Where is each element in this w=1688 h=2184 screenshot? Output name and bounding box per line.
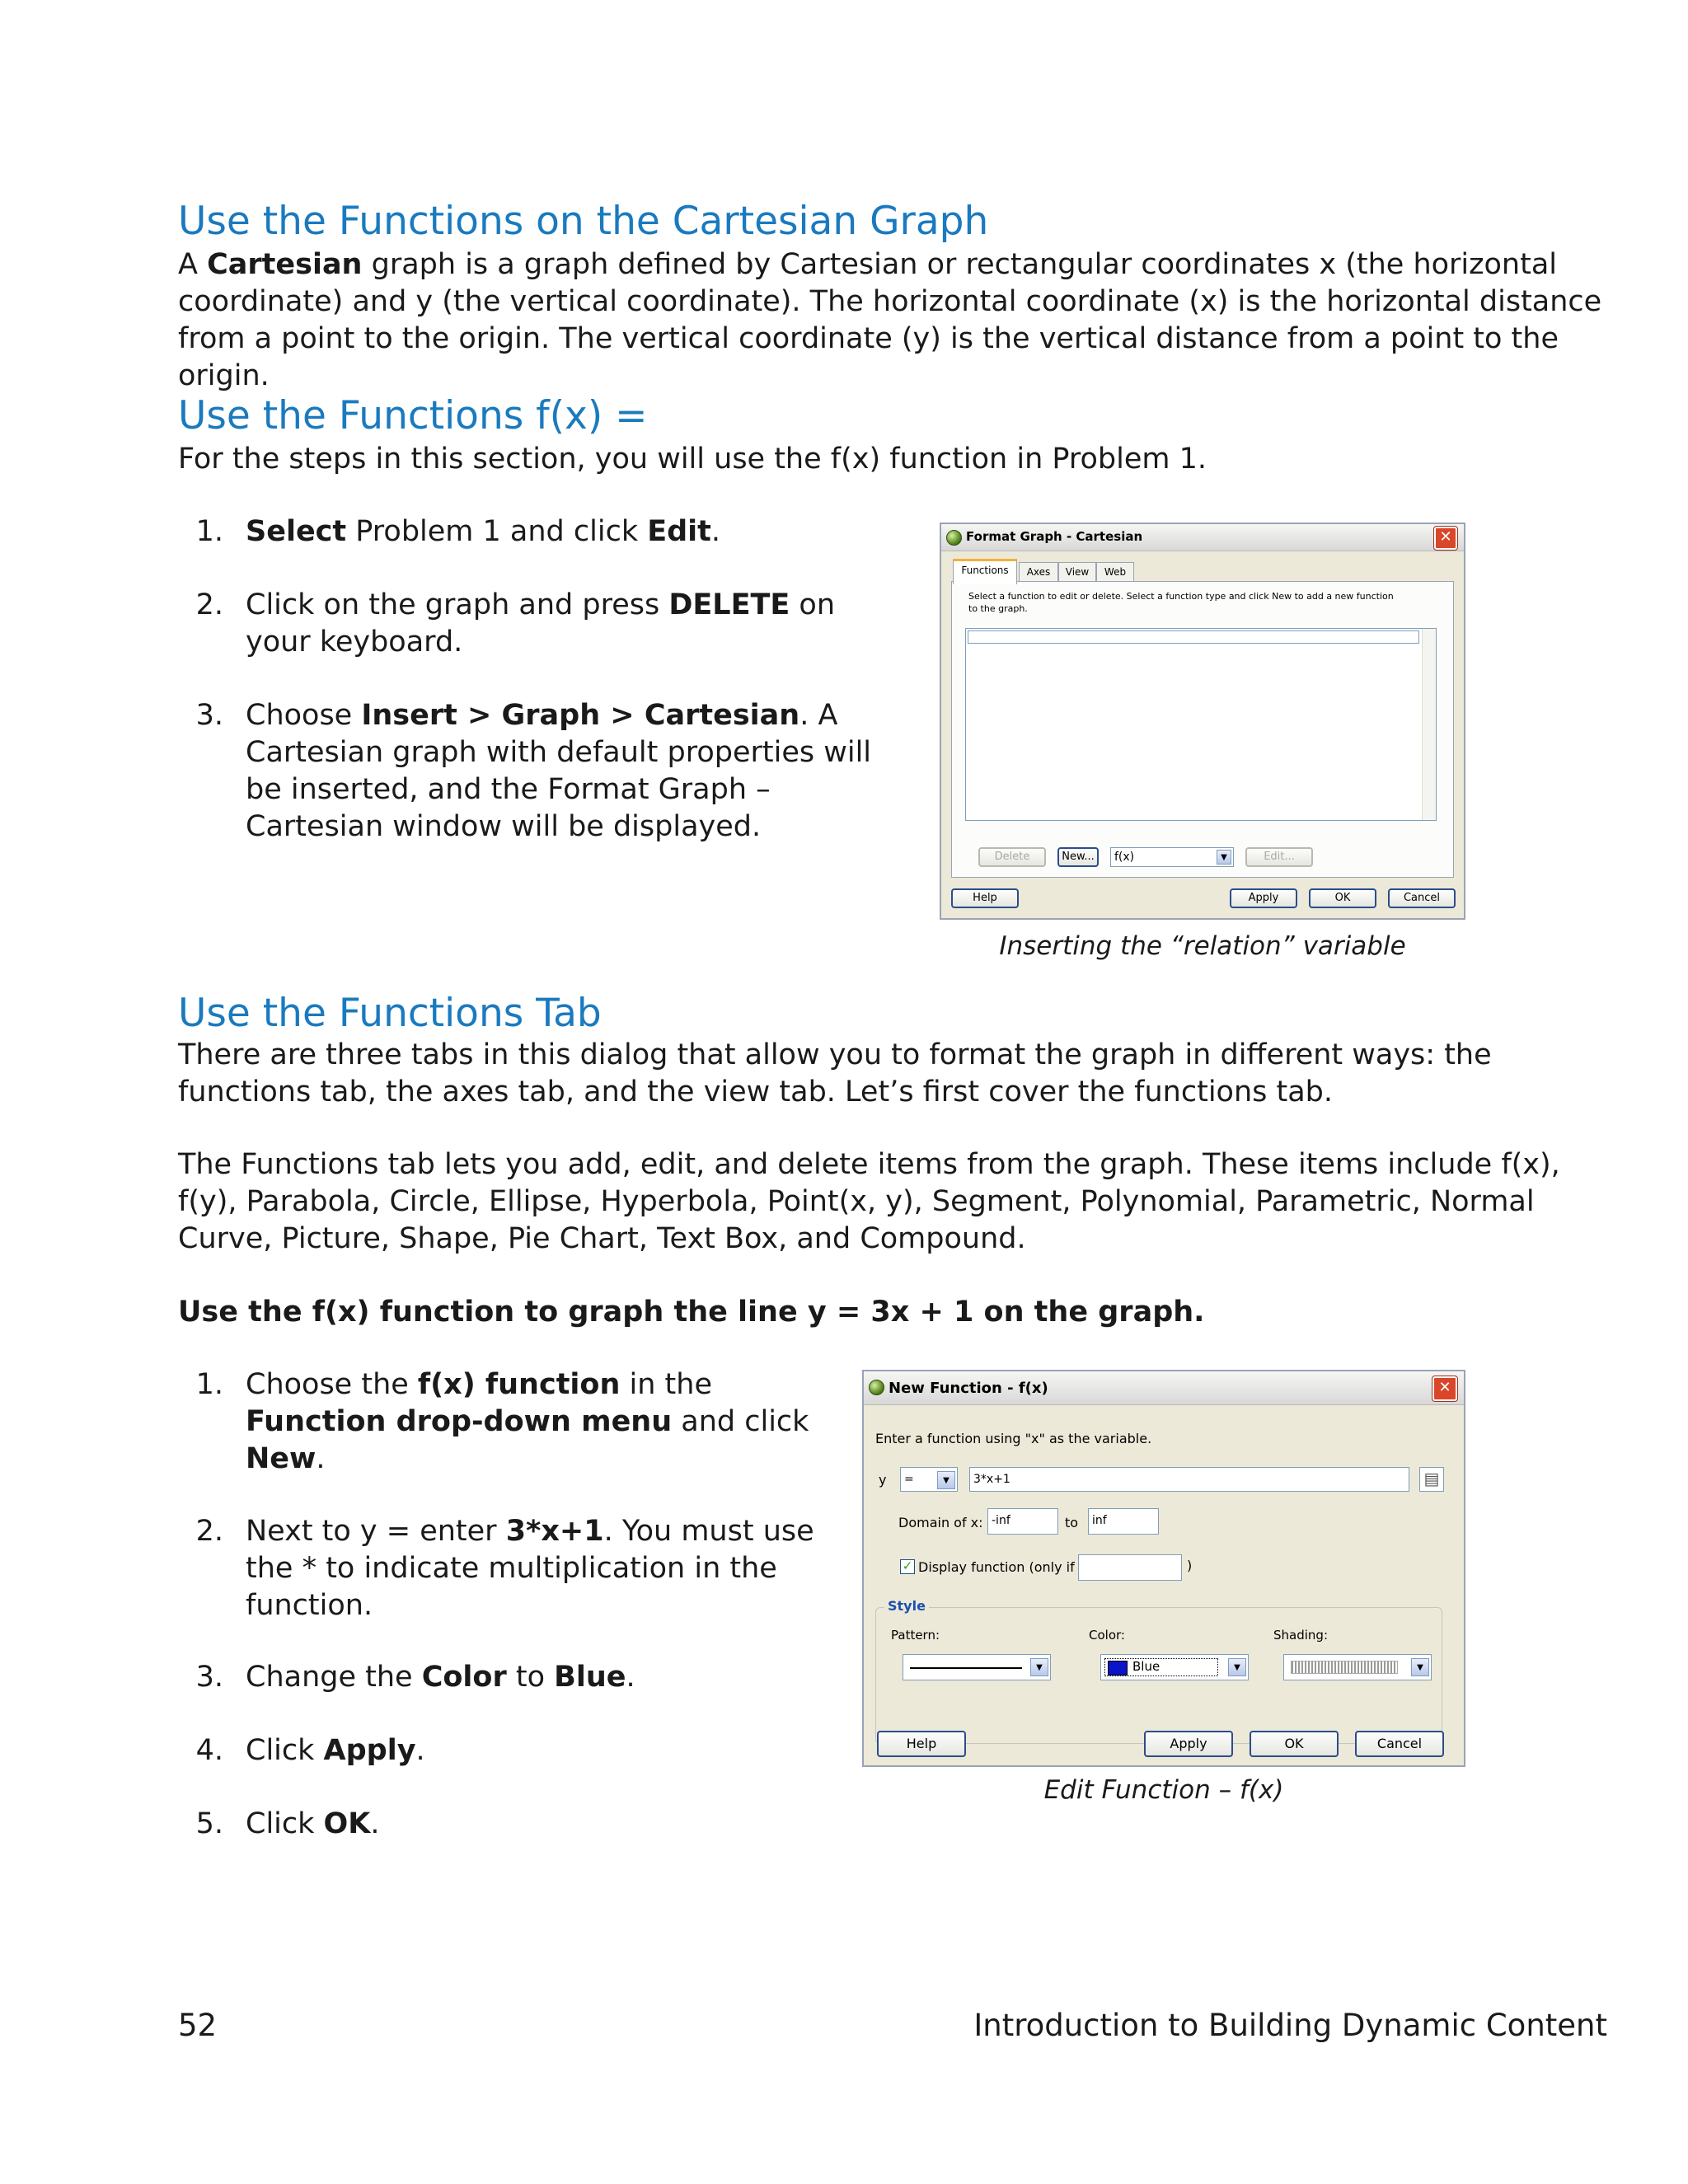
function-expression-input[interactable]: 3*x+1 [969, 1467, 1409, 1492]
dialog-title: New Function - f(x) [889, 1380, 1048, 1397]
ok-button[interactable]: OK [1250, 1731, 1339, 1757]
fx-new-steps-list [178, 1366, 837, 1844]
new-button[interactable]: New... [1057, 847, 1099, 867]
color-value: Blue [1132, 1659, 1160, 1674]
functions-tab-paragraph-2: The Functions tab lets you add, edit, and delete items from the graph. These items include f(x), f(y), Parabola, Circle, Ellipse, Hyperbola, Point(x, y), Segment, Polynomial, Parametric, Normal Curve, Picture, Shape, Pie Chart, Text Box, and Compound. [178, 1148, 1560, 1255]
list-number: 4. [195, 1734, 223, 1767]
help-button[interactable]: Help [877, 1731, 966, 1757]
edit-button[interactable]: Edit... [1245, 847, 1313, 867]
heading-cartesian-graph: Use the Functions on the Cartesian Graph [178, 199, 989, 244]
pattern-label: Pattern: [891, 1628, 940, 1643]
delete-button[interactable]: Delete [978, 847, 1046, 867]
new-function-dialog-screenshot [862, 1370, 1465, 1767]
function-type-value: f(x) [1114, 851, 1135, 864]
domain-to-input[interactable]: inf [1088, 1508, 1159, 1535]
cancel-button[interactable]: Cancel [1355, 1731, 1444, 1757]
list-item[interactable] [968, 630, 1419, 644]
tab-functions[interactable]: Functions [953, 559, 1017, 584]
ok-button[interactable]: OK [1309, 888, 1376, 908]
chevron-down-icon[interactable]: ▼ [1411, 1658, 1429, 1676]
display-condition-input[interactable] [1078, 1554, 1182, 1581]
heading-functions-fx: Use the Functions f(x) = [178, 393, 648, 438]
list-number: 5. [195, 1807, 223, 1840]
function-list[interactable] [965, 628, 1437, 821]
list-text: Next to y = enter 3*x+1. You must use the * to indicate multiplication in the function. [246, 1515, 814, 1622]
dialog-title: Format Graph - Cartesian [966, 529, 1143, 544]
shading-label: Shading: [1273, 1628, 1328, 1643]
list-text: Choose the f(x) function in the Function drop-down menu and click New. [246, 1368, 809, 1475]
list-text: Click OK. [246, 1807, 380, 1840]
shading-pattern [1291, 1661, 1398, 1674]
chevron-down-icon[interactable]: ▼ [1228, 1658, 1246, 1676]
cancel-button[interactable]: Cancel [1388, 888, 1456, 908]
app-icon [946, 530, 962, 546]
display-function-label: Display function (only if [918, 1559, 1075, 1575]
to-label: to [1065, 1515, 1079, 1530]
pattern-select[interactable] [903, 1654, 1051, 1680]
figure-caption-1: Inserting the “relation” variable [999, 931, 1406, 961]
list-number: 1. [195, 1368, 223, 1401]
tab-view[interactable]: View [1058, 562, 1096, 582]
dialog-titlebar [941, 524, 1464, 551]
chevron-down-icon[interactable]: ▼ [937, 1471, 955, 1489]
chevron-down-icon[interactable]: ▼ [1217, 850, 1231, 865]
tab-panel-functions [951, 581, 1454, 878]
apply-button[interactable]: Apply [1144, 1731, 1233, 1757]
app-icon [869, 1380, 884, 1395]
list-number: 2. [195, 1515, 223, 1548]
display-function-checkbox[interactable]: ✓ [900, 1559, 915, 1574]
solid-line-pattern [910, 1667, 1022, 1669]
style-groupbox [875, 1598, 1442, 1744]
scrollbar[interactable] [1422, 629, 1436, 820]
instruction-text: Enter a function using "x" as the variable. [875, 1431, 1152, 1446]
list-number: 1. [195, 515, 223, 548]
list-text: Change the Color to Blue. [246, 1661, 635, 1694]
page-number: 52 [178, 2008, 218, 2043]
instruction-bold-line: Use the f(x) function to graph the line y = 3x + 1 on the graph. [178, 1296, 1205, 1329]
list-text: Choose Insert > Graph > Cartesian. A Cartesian graph with default properties will be inserted, and the Format Graph – Cartesian window will be displayed. [246, 699, 872, 843]
operator-value: = [904, 1473, 914, 1486]
domain-from-input[interactable]: -inf [987, 1508, 1058, 1535]
color-label: Color: [1089, 1628, 1125, 1643]
y-label: y [879, 1472, 887, 1488]
close-icon[interactable]: ✕ [1432, 1376, 1457, 1401]
heading-functions-tab: Use the Functions Tab [178, 991, 602, 1036]
fx-intro: For the steps in this section, you will use the f(x) function in Problem 1. [178, 443, 1207, 476]
color-select[interactable] [1100, 1654, 1249, 1680]
shading-select[interactable] [1283, 1654, 1432, 1680]
blue-color-swatch [1108, 1661, 1128, 1675]
book-title: Introduction to Building Dynamic Content [973, 2008, 1607, 2043]
list-number: 3. [195, 699, 223, 732]
list-text: Click on the graph and press DELETE on your keyboard. [246, 588, 836, 658]
operator-select[interactable] [900, 1467, 958, 1492]
function-editor-icon[interactable]: ▤ [1419, 1467, 1444, 1492]
tab-web[interactable]: Web [1096, 562, 1134, 582]
figure-caption-2: Edit Function – f(x) [1043, 1775, 1284, 1805]
display-close-paren: ) [1187, 1558, 1193, 1573]
function-type-select[interactable] [1110, 847, 1234, 867]
close-icon[interactable]: ✕ [1434, 527, 1457, 550]
chevron-down-icon[interactable]: ▼ [1030, 1658, 1048, 1676]
domain-label: Domain of x: [898, 1515, 983, 1530]
instruction-text: Select a function to edit or delete. Select a function type and click New to add a new function to the graph. [968, 591, 1394, 614]
format-graph-dialog-screenshot [940, 523, 1465, 920]
tab-axes[interactable]: Axes [1019, 562, 1058, 582]
list-text: Select Problem 1 and click Edit. [246, 515, 721, 548]
list-number: 2. [195, 588, 223, 621]
fx-steps-list [178, 513, 903, 843]
apply-button[interactable]: Apply [1230, 888, 1297, 908]
cartesian-paragraph: A Cartesian graph is a graph defined by Cartesian or rectangular coordinates x (the horizontal coordinate) and y (the vertical coordinate). The horizontal coordinate (x) is the horizontal distance from a point to the origin. The vertical coordinate (y) is the vertical distance from a point to the origin. [178, 248, 1602, 392]
list-text: Click Apply. [246, 1734, 425, 1767]
help-button[interactable]: Help [951, 888, 1019, 908]
style-label: Style [884, 1598, 929, 1614]
dialog-titlebar [864, 1371, 1464, 1405]
functions-tab-paragraph-1: There are three tabs in this dialog that allow you to format the graph in different ways: the functions tab, the axes tab, and the view tab. Let’s first cover the functions tab. [178, 1038, 1492, 1108]
list-number: 3. [195, 1661, 223, 1694]
